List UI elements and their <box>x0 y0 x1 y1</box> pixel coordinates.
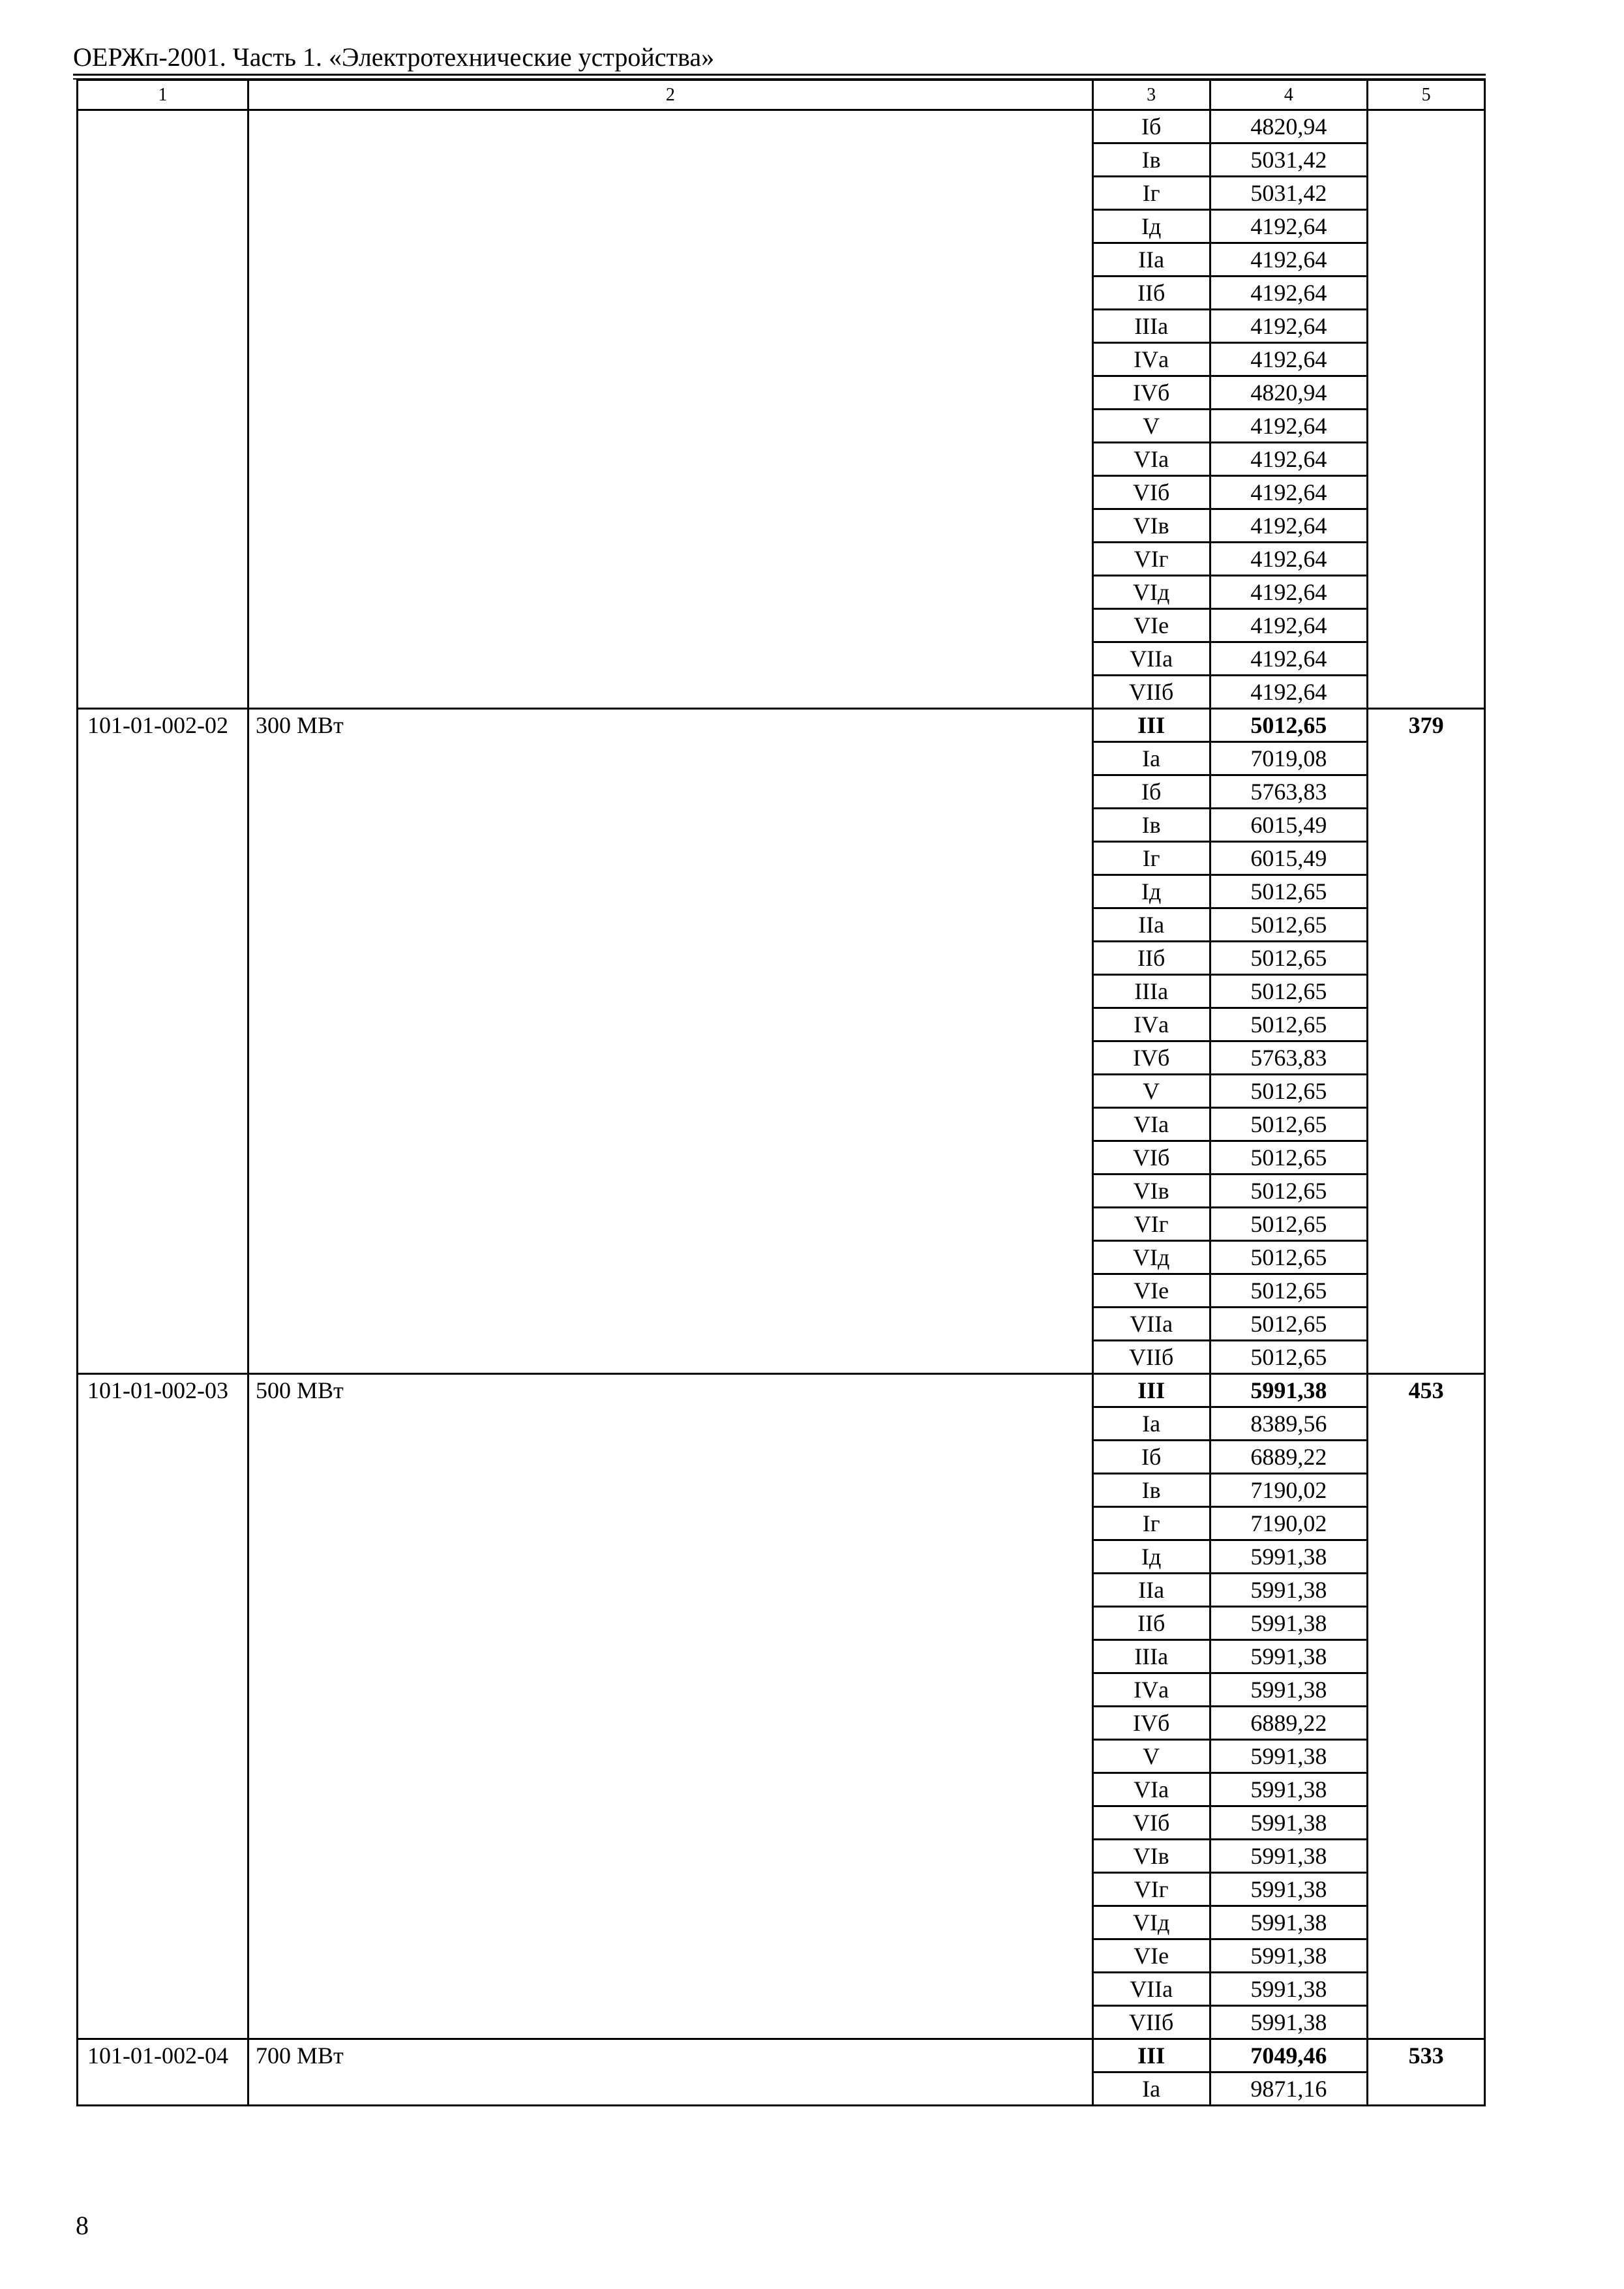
column-number: 2 <box>248 80 1093 110</box>
value-cell: 5012,65 <box>1210 1208 1368 1241</box>
zone-cell: Iг <box>1092 177 1210 210</box>
zone-cell: Iв <box>1092 1474 1210 1507</box>
value-cell: 4192,64 <box>1210 543 1368 576</box>
value-cell: 4192,64 <box>1210 443 1368 476</box>
zone-cell: VIб <box>1092 1141 1210 1174</box>
zone-cell: Iд <box>1092 210 1210 243</box>
zone-cell: Iа <box>1092 1407 1210 1441</box>
value-cell: 6015,49 <box>1210 809 1368 842</box>
value-cell: 5012,65 <box>1210 1075 1368 1108</box>
table-row <box>78 1374 1485 1407</box>
zone-cell: IVа <box>1092 1673 1210 1707</box>
column-number: 5 <box>1368 80 1485 110</box>
value-cell: 6015,49 <box>1210 842 1368 875</box>
zone-cell: VIг <box>1092 1208 1210 1241</box>
zone-cell: III <box>1092 709 1210 742</box>
value-cell: 4192,64 <box>1210 277 1368 310</box>
column-number: 1 <box>78 80 248 110</box>
value-cell: 5012,65 <box>1210 1274 1368 1308</box>
value-cell: 5012,65 <box>1210 1141 1368 1174</box>
zone-cell: IVб <box>1092 1041 1210 1075</box>
zone-cell: Iв <box>1092 809 1210 842</box>
value-cell: 5031,42 <box>1210 143 1368 177</box>
zone-cell: VIе <box>1092 1274 1210 1308</box>
value-cell: 4192,64 <box>1210 609 1368 642</box>
value-cell: 4192,64 <box>1210 410 1368 443</box>
value-cell: 5991,38 <box>1210 1806 1368 1840</box>
value-cell: 4192,64 <box>1210 576 1368 609</box>
value-cell: 5012,65 <box>1210 908 1368 942</box>
value-cell: 5991,38 <box>1210 1773 1368 1806</box>
zone-cell: IVб <box>1092 1707 1210 1740</box>
value-cell: 7049,46 <box>1210 2039 1368 2072</box>
rates-table <box>76 79 1486 2106</box>
zone-cell: VIг <box>1092 1873 1210 1906</box>
zone-cell: VIе <box>1092 609 1210 642</box>
zone-cell: VIб <box>1092 1806 1210 1840</box>
value-cell: 5012,65 <box>1210 1008 1368 1041</box>
value-cell: 5012,65 <box>1210 875 1368 908</box>
zone-cell: VIд <box>1092 1906 1210 1939</box>
value-cell: 5012,65 <box>1210 1108 1368 1141</box>
value-cell: 5012,65 <box>1210 1241 1368 1274</box>
zone-cell: IIа <box>1092 1574 1210 1607</box>
value-cell: 6889,22 <box>1210 1441 1368 1474</box>
column-number: 3 <box>1092 80 1210 110</box>
zone-cell: IIIа <box>1092 310 1210 343</box>
value-cell: 5031,42 <box>1210 177 1368 210</box>
value-cell: 4820,94 <box>1210 376 1368 410</box>
value-cell: 5012,65 <box>1210 709 1368 742</box>
total-cell: 533 <box>1368 2039 1485 2106</box>
total-cell: 453 <box>1368 1374 1485 2039</box>
value-cell: 5991,38 <box>1210 1840 1368 1873</box>
zone-cell: Iб <box>1092 775 1210 809</box>
value-cell: 5012,65 <box>1210 1174 1368 1208</box>
zone-cell: Iд <box>1092 875 1210 908</box>
value-cell: 7019,08 <box>1210 742 1368 775</box>
value-cell: 8389,56 <box>1210 1407 1368 1441</box>
table-row <box>78 110 1485 143</box>
value-cell: 5763,83 <box>1210 775 1368 809</box>
zone-cell: Iд <box>1092 1540 1210 1574</box>
zone-cell: V <box>1092 410 1210 443</box>
rate-code: 101-01-002-04 <box>78 2039 248 2106</box>
zone-cell: Iа <box>1092 2072 1210 2106</box>
value-cell: 5991,38 <box>1210 2006 1368 2039</box>
zone-cell: Iв <box>1092 143 1210 177</box>
value-cell: 5991,38 <box>1210 1973 1368 2006</box>
zone-cell: III <box>1092 2039 1210 2072</box>
value-cell: 4192,64 <box>1210 476 1368 509</box>
zone-cell: Iб <box>1092 110 1210 143</box>
rate-name: 300 МВт <box>248 709 1093 1374</box>
zone-cell: V <box>1092 1740 1210 1773</box>
zone-cell: VIг <box>1092 543 1210 576</box>
zone-cell: IIб <box>1092 1607 1210 1640</box>
zone-cell: IIIа <box>1092 1640 1210 1673</box>
value-cell: 5012,65 <box>1210 1308 1368 1341</box>
rate-name: 700 МВт <box>248 2039 1093 2106</box>
total-cell: 379 <box>1368 709 1485 1374</box>
zone-cell: VIIб <box>1092 676 1210 709</box>
rate-code <box>78 110 248 709</box>
column-number: 4 <box>1210 80 1368 110</box>
value-cell: 5991,38 <box>1210 1574 1368 1607</box>
value-cell: 5012,65 <box>1210 975 1368 1008</box>
header-rule <box>73 74 1486 76</box>
zone-cell: IVа <box>1092 343 1210 376</box>
value-cell: 5763,83 <box>1210 1041 1368 1075</box>
page-number: 8 <box>76 2211 89 2240</box>
zone-cell: VIIа <box>1092 642 1210 676</box>
total-cell <box>1368 110 1485 709</box>
rate-code: 101-01-002-02 <box>78 709 248 1374</box>
zone-cell: VIа <box>1092 443 1210 476</box>
value-cell: 6889,22 <box>1210 1707 1368 1740</box>
zone-cell: VIв <box>1092 509 1210 543</box>
zone-cell: IVб <box>1092 376 1210 410</box>
value-cell: 7190,02 <box>1210 1474 1368 1507</box>
value-cell: 4192,64 <box>1210 642 1368 676</box>
value-cell: 5991,38 <box>1210 1374 1368 1407</box>
value-cell: 4820,94 <box>1210 110 1368 143</box>
zone-cell: VIв <box>1092 1174 1210 1208</box>
value-cell: 4192,64 <box>1210 243 1368 277</box>
value-cell: 4192,64 <box>1210 509 1368 543</box>
zone-cell: VIIа <box>1092 1308 1210 1341</box>
zone-cell: VIа <box>1092 1108 1210 1141</box>
zone-cell: Iг <box>1092 1507 1210 1540</box>
rate-code: 101-01-002-03 <box>78 1374 248 2039</box>
rate-name <box>248 110 1093 709</box>
zone-cell: Iа <box>1092 742 1210 775</box>
rate-name: 500 МВт <box>248 1374 1093 2039</box>
zone-cell: Iб <box>1092 1441 1210 1474</box>
page-header: ОЕРЖп-2001. Часть 1. «Электротехнические устройства» <box>73 42 715 72</box>
zone-cell: III <box>1092 1374 1210 1407</box>
value-cell: 7190,02 <box>1210 1507 1368 1540</box>
zone-cell: IIа <box>1092 243 1210 277</box>
value-cell: 5991,38 <box>1210 1740 1368 1773</box>
zone-cell: VIб <box>1092 476 1210 509</box>
value-cell: 5991,38 <box>1210 1640 1368 1673</box>
zone-cell: IIб <box>1092 277 1210 310</box>
value-cell: 5991,38 <box>1210 1673 1368 1707</box>
zone-cell: VIв <box>1092 1840 1210 1873</box>
value-cell: 4192,64 <box>1210 676 1368 709</box>
zone-cell: Iг <box>1092 842 1210 875</box>
value-cell: 5012,65 <box>1210 1341 1368 1374</box>
zone-cell: VIIб <box>1092 1341 1210 1374</box>
zone-cell: VIIб <box>1092 2006 1210 2039</box>
value-cell: 4192,64 <box>1210 343 1368 376</box>
table-row <box>78 2039 1485 2072</box>
table-row <box>78 709 1485 742</box>
zone-cell: IIб <box>1092 942 1210 975</box>
value-cell: 5012,65 <box>1210 942 1368 975</box>
value-cell: 5991,38 <box>1210 1906 1368 1939</box>
value-cell: 4192,64 <box>1210 310 1368 343</box>
zone-cell: VIIа <box>1092 1973 1210 2006</box>
zone-cell: VIд <box>1092 1241 1210 1274</box>
zone-cell: VIе <box>1092 1939 1210 1973</box>
value-cell: 5991,38 <box>1210 1607 1368 1640</box>
value-cell: 5991,38 <box>1210 1540 1368 1574</box>
column-numbers-row <box>78 80 1485 110</box>
value-cell: 5991,38 <box>1210 1873 1368 1906</box>
zone-cell: IVа <box>1092 1008 1210 1041</box>
zone-cell: V <box>1092 1075 1210 1108</box>
value-cell: 4192,64 <box>1210 210 1368 243</box>
value-cell: 5991,38 <box>1210 1939 1368 1973</box>
zone-cell: IIа <box>1092 908 1210 942</box>
zone-cell: VIа <box>1092 1773 1210 1806</box>
value-cell: 9871,16 <box>1210 2072 1368 2106</box>
zone-cell: IIIа <box>1092 975 1210 1008</box>
zone-cell: VIд <box>1092 576 1210 609</box>
